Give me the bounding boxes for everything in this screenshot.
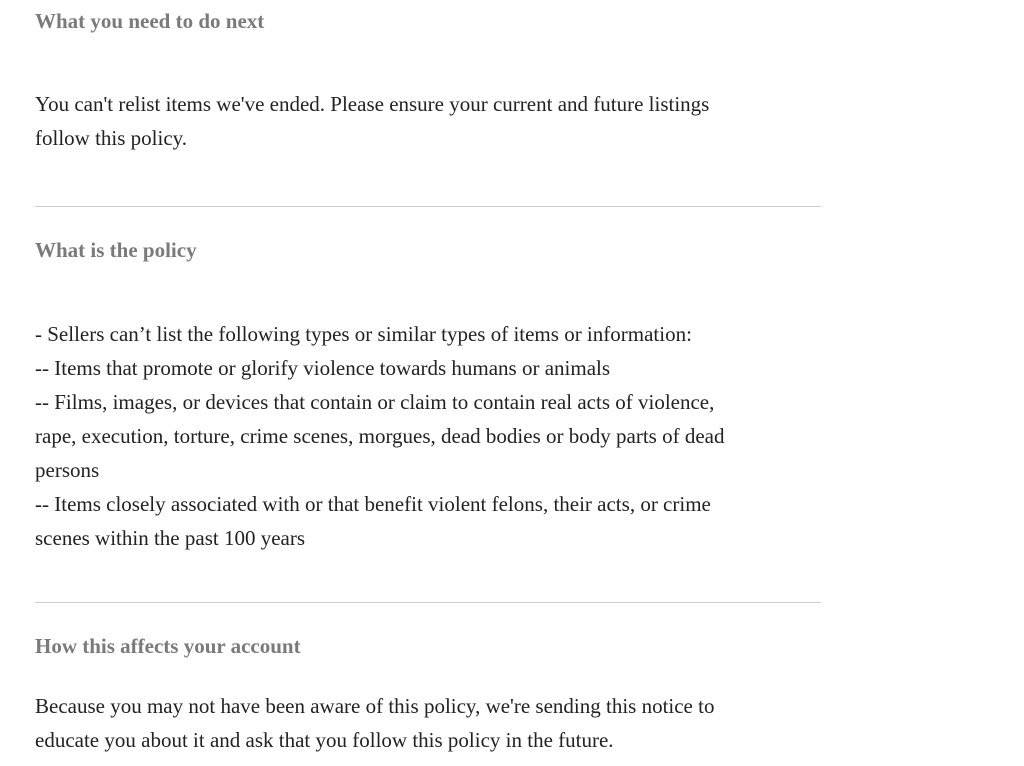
section-body-next-steps — [35, 87, 821, 155]
body-line: You can't relist items we've ended. Please ensure your current and future listings — [35, 92, 710, 116]
section-divider — [35, 206, 821, 207]
body-line: -- Films, images, or devices that contain or claim to contain real acts of violence, — [35, 390, 715, 414]
body-line: rape, execution, torture, crime scenes, morgues, dead bodies or body parts of dead — [35, 424, 725, 448]
body-line: persons — [35, 458, 100, 482]
section-heading-next-steps: What you need to do next — [35, 9, 265, 33]
section-body-account-impact — [35, 689, 821, 757]
section-heading-account-impact: How this affects your account — [35, 634, 301, 658]
section-body-policy — [35, 317, 821, 555]
body-line: follow this policy. — [35, 126, 188, 150]
section-heading-policy: What is the policy — [35, 238, 197, 262]
body-line: educate you about it and ask that you follow this policy in the future. — [35, 728, 614, 752]
body-line: -- Items that promote or glorify violence towards humans or animals — [35, 356, 611, 380]
body-line: scenes within the past 100 years — [35, 526, 306, 550]
body-line: Because you may not have been aware of this policy, we're sending this notice to — [35, 694, 715, 718]
body-line: - Sellers can’t list the following types or similar types of items or information: — [35, 322, 692, 346]
section-divider — [35, 602, 821, 603]
policy-notice-content — [35, 0, 821, 757]
body-line: -- Items closely associated with or that benefit violent felons, their acts, or crime — [35, 492, 711, 516]
